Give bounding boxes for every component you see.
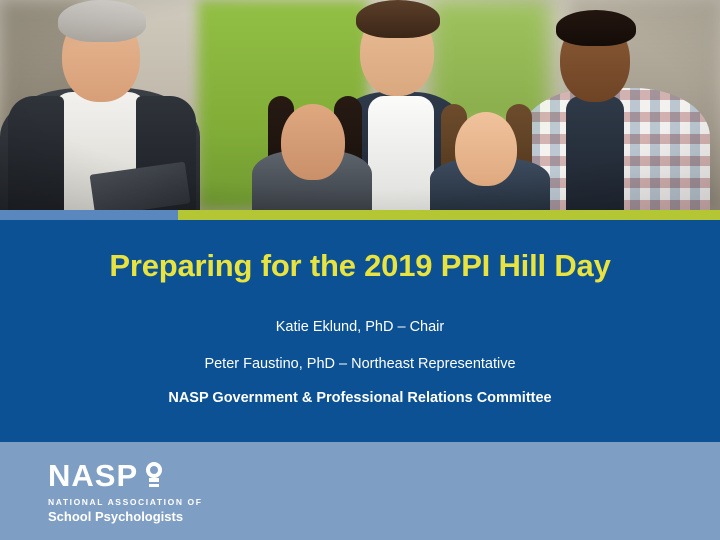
nasp-logo xyxy=(48,460,278,524)
footer-bar xyxy=(0,442,720,540)
presenter-line-2: Peter Faustino, PhD – Northeast Representative xyxy=(204,356,516,372)
logo-subtitle-2: School Psychologists xyxy=(48,509,184,524)
page-title: Preparing for the 2019 PPI Hill Day xyxy=(109,248,611,283)
lightbulb-icon xyxy=(141,460,167,490)
organization-line: NASP Government & Professional Relations Committee xyxy=(168,390,552,406)
title-block xyxy=(0,220,720,442)
header-photo xyxy=(0,0,720,210)
presenter-line-1: Katie Eklund, PhD – Chair xyxy=(275,319,445,335)
accent-bar-blue xyxy=(0,210,178,220)
logo-subtitle-1: NATIONAL ASSOCIATION OF xyxy=(48,497,203,507)
logo-wordmark: NASP xyxy=(48,458,139,493)
accent-bar-green xyxy=(178,210,720,220)
